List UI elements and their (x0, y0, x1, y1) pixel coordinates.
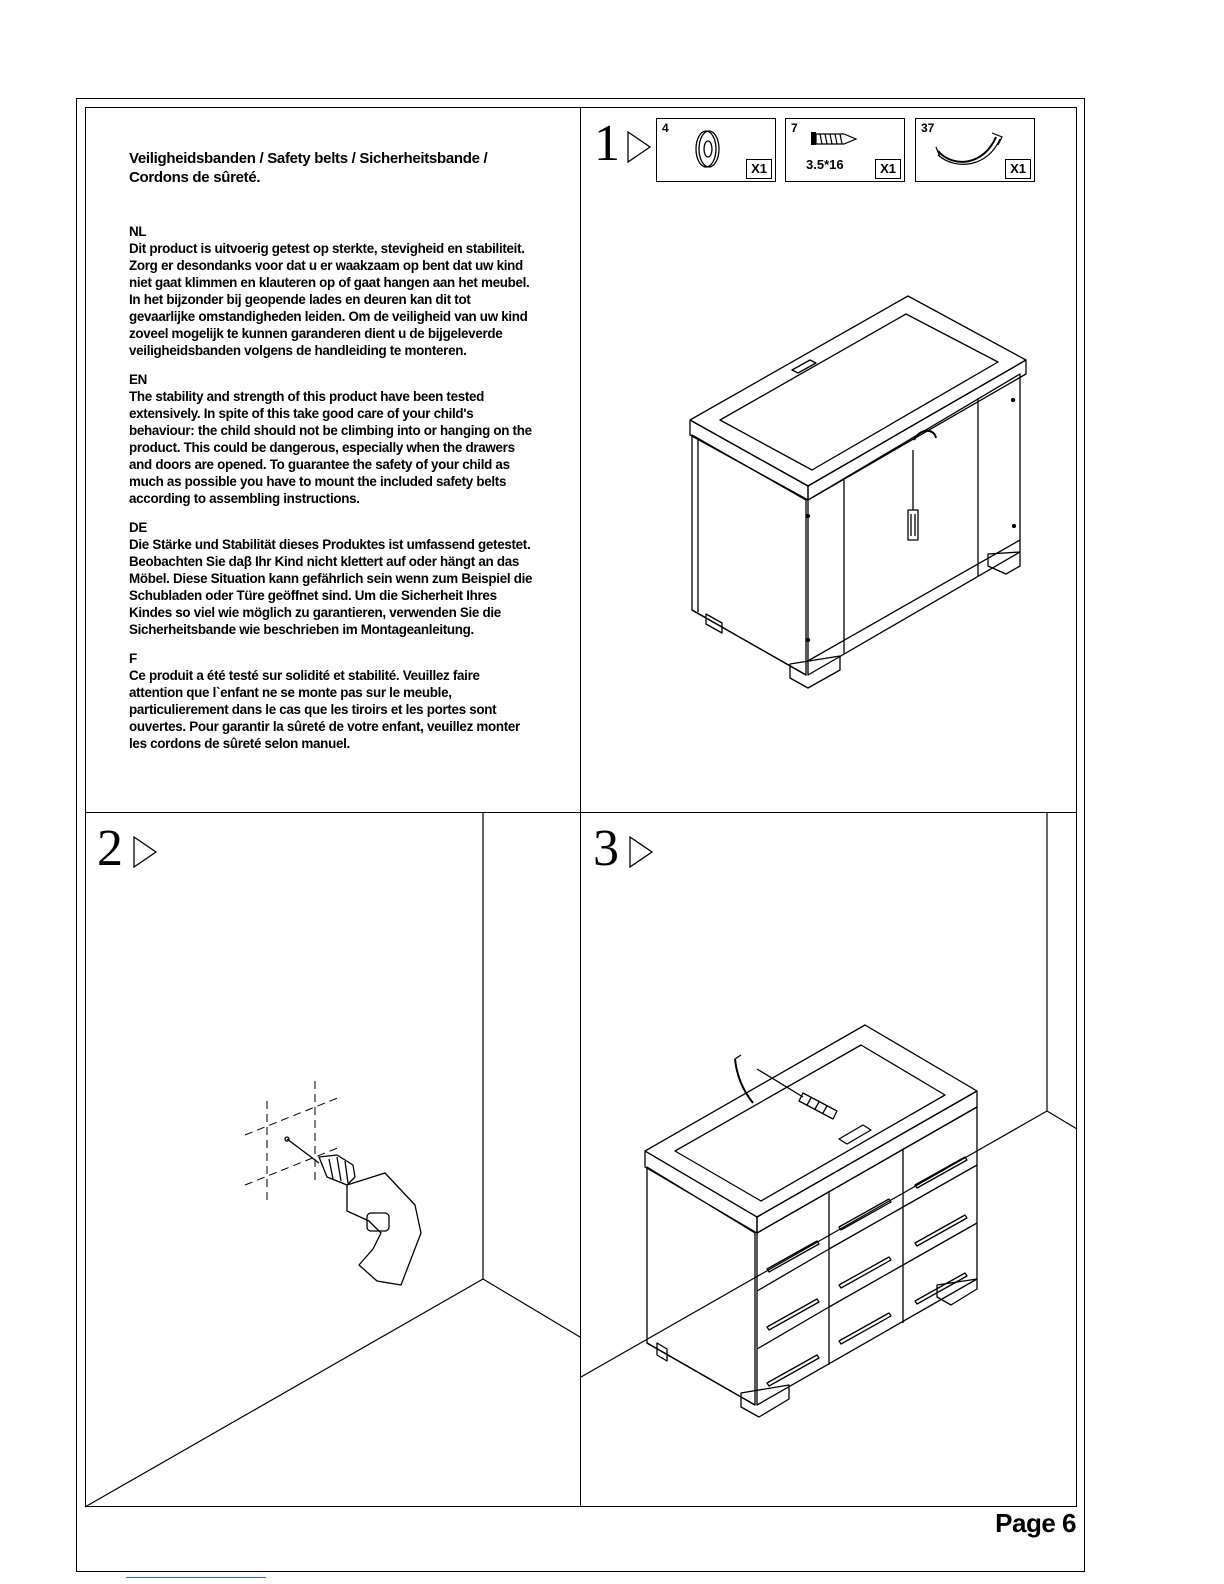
section-de (129, 519, 559, 638)
part-qty: X1 (1005, 159, 1031, 179)
safety-instructions (129, 149, 559, 752)
page-number: Page 6 (995, 1508, 1076, 1538)
part-size: 3.5*16 (806, 157, 844, 172)
safety-title: Veiligheidsbanden / Safety belts / Sicherheitsbande / Cordons de sûreté. (129, 150, 488, 186)
lang-text: The stability and strength of this product have been tested extensively. In spite of this take good care of your child's behaviour: the child should not be climbing into or hanging on the product. This could be dangerous, especially when the drawers and doors are opened. To guarantee the safety of your child as much as possible you have to mount the included safety belts according to assembling instructions. (129, 389, 532, 506)
lang-label: F (129, 651, 137, 666)
step-number-2: 2 (97, 820, 123, 877)
part-number: 37 (921, 121, 935, 135)
part-box-7 (785, 118, 905, 182)
dresser-step3-illustration (581, 813, 1077, 1507)
wall-drilling-illustration (85, 813, 580, 1507)
part-qty: X1 (746, 159, 772, 179)
lang-text: Dit product is uitvoerig getest op sterkte, stevigheid en stabiliteit. Zorg er desondanks voor dat u er waakzaam op bent dat uw kind niet gaat klimmen en klauteren op of gaat hangen aan het meubel. In het bijzonder bij geopende lades en deuren kan dit tot gevaarlijke omstandigheden leiden. Om de veiligheid van uw kind zoveel mogelijk te kunnen garanderen dient u de bijgeleverde veiligheidsbanden volgens de handleiding te monteren. (129, 241, 530, 358)
part-number: 7 (791, 121, 798, 135)
part-number: 4 (662, 121, 669, 135)
section-en (129, 371, 559, 507)
footer-rule (126, 1577, 266, 1578)
part-box-4 (656, 118, 776, 182)
lang-text: Ce produit a été testé sur solidité et stabilité. Veuillez faire attention que l`enfant ne se monte pas sur le meuble, particulierement dans le cas que les tiroirs et les portes sont ouvertes. Pour garantir la sûreté de votre enfant, veuillez monter les cordons de sûreté selon manuel. (129, 668, 520, 751)
step-number-3: 3 (593, 820, 619, 877)
step-arrow-icon (627, 131, 653, 163)
cabinet-step1-illustration (680, 290, 1030, 690)
lang-label: NL (129, 224, 147, 239)
drill-icon (285, 1137, 421, 1285)
lang-text: Die Stärke und Stabilität dieses Produktes ist umfassend getestet. Beobachten Sie daβ Ihr Kind nicht klettert auf oder hängt an das Möbel. Diese Situation kann gefährlich sein wenn zum Beispiel die Schubladen oder Türe geöffnet sind. Um die Sicherheit Ihres Kindes so viel wie möglich zu garantieren, verwenden Sie die Sicherheitsbande wie beschrieben im Montageanleitung. (129, 537, 533, 637)
lang-label: EN (129, 372, 148, 387)
screw-icon (810, 129, 860, 149)
washer-icon (689, 127, 723, 171)
part-qty: X1 (875, 159, 901, 179)
section-f (129, 650, 559, 752)
section-nl (129, 223, 559, 359)
step-number-1: 1 (594, 115, 620, 172)
lang-label: DE (129, 520, 148, 535)
part-box-37 (915, 118, 1035, 182)
safety-strap-icon (934, 129, 1004, 169)
